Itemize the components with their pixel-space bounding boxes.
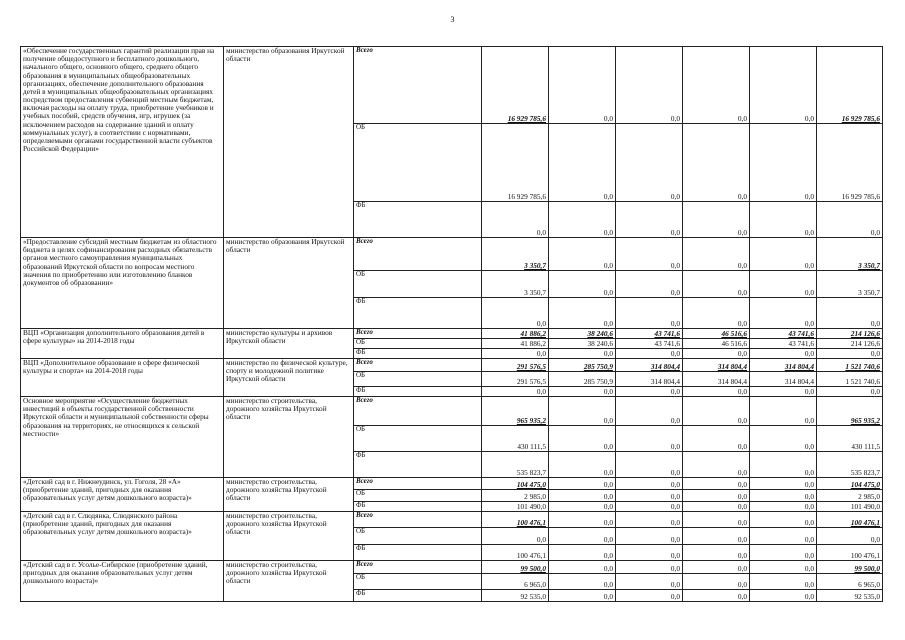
amount-cell: 0,0 [683, 47, 750, 124]
table-row [21, 478, 883, 490]
amount-cell: 43 741,6 [750, 339, 817, 349]
amount-cell: 0,0 [549, 202, 616, 238]
amount-cell: 0,0 [482, 387, 549, 397]
table-row [21, 329, 883, 339]
amount-cell: 0,0 [683, 512, 750, 528]
amount-cell: 0,0 [683, 426, 750, 452]
funding-source: ОБ [354, 528, 482, 545]
amount-total-cell: 430 111,5 [817, 426, 883, 452]
amount-cell: 0,0 [683, 238, 750, 271]
amount-cell: 0,0 [750, 528, 817, 545]
amount-cell: 285 750,9 [549, 372, 616, 387]
amount-total-cell: 535 823,7 [817, 452, 883, 478]
responsible-executor: министерство строительства, дорожного хозяйства Иркутской области [224, 397, 354, 478]
amount-cell: 0,0 [616, 490, 683, 502]
amount-total-cell: 6 965,0 [817, 574, 883, 590]
amount-cell: 0,0 [750, 574, 817, 590]
amount-cell: 0,0 [750, 397, 817, 426]
amount-cell: 0,0 [750, 298, 817, 329]
amount-cell: 0,0 [750, 349, 817, 359]
amount-cell: 46 516,6 [683, 339, 750, 349]
amount-cell: 0,0 [616, 47, 683, 124]
funding-source: ФБ [354, 452, 482, 478]
funding-source: Всего [354, 561, 482, 574]
amount-cell: 0,0 [549, 512, 616, 528]
funding-source: ОБ [354, 426, 482, 452]
amount-cell: 0,0 [549, 574, 616, 590]
amount-cell: 0,0 [616, 502, 683, 512]
amount-cell: 0,0 [549, 502, 616, 512]
responsible-executor: министерство образования Иркутской области [224, 47, 354, 238]
amount-cell: 0,0 [549, 397, 616, 426]
amount-cell: 0,0 [683, 452, 750, 478]
amount-total-cell: 1 521 740,6 [817, 359, 883, 372]
measure-description: «Предоставление субсидий местным бюджетам из областного бюджета в целях софинансирования расходных обязательств органов местного самоуправления муниципальных образований Иркутской области по вопросам местного значения по приобретению или изготовлению бланков документов об образовании» [21, 238, 224, 329]
responsible-executor: министерство образования Иркутской области [224, 238, 354, 329]
funding-source: Всего [354, 512, 482, 528]
table-row [21, 512, 883, 528]
amount-cell: 0,0 [616, 512, 683, 528]
amount-cell: 0,0 [482, 298, 549, 329]
amount-cell: 0,0 [750, 512, 817, 528]
table-row [21, 561, 883, 574]
amount-cell: 0,0 [549, 528, 616, 545]
amount-total-cell: 16 929 785,6 [817, 124, 883, 202]
funding-source: Всего [354, 329, 482, 339]
measure-description: «Детский сад в г. Усолье-Сибирское (приобретение зданий, пригодных для оказания образовательных услуг детям дошкольного возраста)» [21, 561, 224, 602]
amount-cell: 43 741,6 [616, 329, 683, 339]
amount-cell: 0,0 [482, 202, 549, 238]
amount-cell: 0,0 [549, 124, 616, 202]
amount-cell: 314 804,4 [750, 359, 817, 372]
amount-cell: 0,0 [683, 574, 750, 590]
funding-source: Всего [354, 478, 482, 490]
amount-cell: 0,0 [616, 238, 683, 271]
funding-source: ОБ [354, 124, 482, 202]
amount-total-cell: 2 985,0 [817, 490, 883, 502]
amount-cell: 0,0 [616, 387, 683, 397]
amount-cell: 0,0 [549, 478, 616, 490]
amount-cell: 0,0 [549, 47, 616, 124]
amount-cell: 0,0 [750, 271, 817, 298]
funding-source: ФБ [354, 349, 482, 359]
amount-cell: 0,0 [482, 349, 549, 359]
amount-cell: 314 804,4 [616, 359, 683, 372]
amount-cell: 0,0 [616, 561, 683, 574]
amount-cell: 0,0 [683, 349, 750, 359]
amount-cell: 16 929 785,6 [482, 124, 549, 202]
amount-cell: 0,0 [616, 124, 683, 202]
amount-total-cell: 0,0 [817, 202, 883, 238]
table-row [21, 397, 883, 426]
page-number: 3 [450, 15, 455, 24]
responsible-executor: министерство строительства, дорожного хозяйства Иркутской области [224, 478, 354, 512]
funding-source: Всего [354, 47, 482, 124]
amount-cell: 0,0 [750, 502, 817, 512]
amount-cell: 0,0 [750, 561, 817, 574]
funding-source: ФБ [354, 590, 482, 602]
amount-cell: 0,0 [616, 452, 683, 478]
amount-cell: 3 350,7 [482, 238, 549, 271]
amount-cell: 314 804,4 [683, 372, 750, 387]
amount-cell: 0,0 [616, 528, 683, 545]
amount-total-cell: 100 476,1 [817, 545, 883, 561]
amount-total-cell: 0,0 [817, 528, 883, 545]
amount-cell: 965 935,2 [482, 397, 549, 426]
amount-cell: 0,0 [616, 478, 683, 490]
amount-cell: 0,0 [616, 590, 683, 602]
amount-cell: 38 240,6 [549, 329, 616, 339]
amount-cell: 0,0 [549, 490, 616, 502]
amount-cell: 38 240,6 [549, 339, 616, 349]
amount-cell: 314 804,4 [750, 372, 817, 387]
measure-description: «Обеспечение государственных гарантий реализации прав на получение общедоступного и бесплатного дошкольного, начального общего, основного общего, среднего общего образования в муниципальных общеобразовательных организациях, обеспечение дополнительного образования детей в муниципальных общеобразовательных организациях посредством предоставления субвенций местным бюджетам, включая расходы на оплату труда, приобретение учебников и учебных пособий, средств обучения, игр, игрушек (за исключением расходов на содержание зданий и оплату коммунальных услуг), в соответствии с нормативами, определяемыми органами государственной власти субъектов Российской Федерации» [21, 47, 224, 238]
funding-source: ОБ [354, 490, 482, 502]
amount-cell: 0,0 [683, 528, 750, 545]
amount-cell: 0,0 [750, 124, 817, 202]
amount-cell: 0,0 [549, 561, 616, 574]
amount-cell: 0,0 [750, 590, 817, 602]
amount-cell: 0,0 [683, 545, 750, 561]
funding-source: ОБ [354, 339, 482, 349]
amount-cell: 104 475,0 [482, 478, 549, 490]
funding-source: Всего [354, 359, 482, 372]
amount-cell: 0,0 [683, 590, 750, 602]
amount-cell: 43 741,6 [750, 329, 817, 339]
amount-cell: 0,0 [750, 426, 817, 452]
amount-cell: 0,0 [549, 271, 616, 298]
amount-cell: 0,0 [549, 452, 616, 478]
amount-cell: 3 350,7 [482, 271, 549, 298]
table-row [21, 238, 883, 271]
amount-total-cell: 214 126,6 [817, 329, 883, 339]
amount-total-cell: 0,0 [817, 298, 883, 329]
amount-cell: 0,0 [549, 545, 616, 561]
amount-cell: 0,0 [683, 397, 750, 426]
funding-source: ОБ [354, 271, 482, 298]
amount-total-cell: 965 935,2 [817, 397, 883, 426]
amount-cell: 0,0 [549, 238, 616, 271]
amount-cell: 0,0 [616, 574, 683, 590]
amount-cell: 0,0 [616, 545, 683, 561]
amount-total-cell: 16 929 785,6 [817, 47, 883, 124]
amount-cell: 0,0 [482, 528, 549, 545]
amount-cell: 0,0 [683, 490, 750, 502]
amount-cell: 99 500,0 [482, 561, 549, 574]
amount-cell: 535 823,7 [482, 452, 549, 478]
table-row [21, 359, 883, 372]
funding-source: Всего [354, 238, 482, 271]
amount-cell: 0,0 [549, 590, 616, 602]
amount-cell: 314 804,4 [683, 359, 750, 372]
amount-cell: 0,0 [750, 478, 817, 490]
amount-cell: 16 929 785,6 [482, 47, 549, 124]
amount-cell: 92 535,0 [482, 590, 549, 602]
amount-cell: 0,0 [616, 397, 683, 426]
amount-total-cell: 3 350,7 [817, 238, 883, 271]
amount-cell: 100 476,1 [482, 512, 549, 528]
amount-cell: 2 985,0 [482, 490, 549, 502]
funding-source: Всего [354, 397, 482, 426]
amount-total-cell: 3 350,7 [817, 271, 883, 298]
amount-cell: 6 965,0 [482, 574, 549, 590]
amount-total-cell: 101 490,0 [817, 502, 883, 512]
amount-total-cell: 92 535,0 [817, 590, 883, 602]
amount-total-cell: 100 476,1 [817, 512, 883, 528]
amount-cell: 291 576,5 [482, 372, 549, 387]
amount-cell: 0,0 [750, 202, 817, 238]
amount-total-cell: 1 521 740,6 [817, 372, 883, 387]
amount-cell: 0,0 [616, 349, 683, 359]
amount-cell: 0,0 [683, 561, 750, 574]
amount-cell: 0,0 [750, 490, 817, 502]
responsible-executor: министерство строительства, дорожного хозяйства Иркутской области [224, 512, 354, 561]
funding-source: ФБ [354, 298, 482, 329]
amount-cell: 0,0 [750, 452, 817, 478]
amount-cell: 0,0 [549, 387, 616, 397]
funding-source: ФБ [354, 545, 482, 561]
measure-description: «Детский сад в г. Слюдянка, Слюдянского района (приобретение зданий, пригодных для оказания образовательных услуг детям дошкольного возраста)» [21, 512, 224, 561]
amount-cell: 0,0 [683, 387, 750, 397]
amount-total-cell: 104 475,0 [817, 478, 883, 490]
amount-cell: 314 804,4 [616, 372, 683, 387]
amount-cell: 0,0 [549, 298, 616, 329]
amount-cell: 0,0 [616, 271, 683, 298]
amount-total-cell: 0,0 [817, 349, 883, 359]
amount-cell: 0,0 [616, 298, 683, 329]
amount-cell: 0,0 [683, 124, 750, 202]
amount-cell: 101 490,0 [482, 502, 549, 512]
amount-cell: 46 516,6 [683, 329, 750, 339]
amount-cell: 0,0 [683, 478, 750, 490]
measure-description: ВЦП «Дополнительное образование в сфере физической культуры и спорта» на 2014-2018 годы [21, 359, 224, 397]
amount-cell: 0,0 [750, 238, 817, 271]
responsible-executor: министерство строительства, дорожного хозяйства Иркутской области [224, 561, 354, 602]
amount-cell: 285 750,9 [549, 359, 616, 372]
amount-cell: 43 741,6 [616, 339, 683, 349]
funding-source: ОБ [354, 574, 482, 590]
responsible-executor: министерство по физической культуре, спорту и молодежной политике Иркутской области [224, 359, 354, 397]
funding-source: ФБ [354, 502, 482, 512]
amount-cell: 0,0 [683, 502, 750, 512]
amount-cell: 430 111,5 [482, 426, 549, 452]
amount-cell: 0,0 [750, 387, 817, 397]
responsible-executor: министерство культуры и архивов Иркутской области [224, 329, 354, 359]
amount-cell: 0,0 [683, 271, 750, 298]
amount-cell: 0,0 [750, 47, 817, 124]
amount-cell: 41 886,2 [482, 329, 549, 339]
amount-total-cell: 214 126,6 [817, 339, 883, 349]
amount-cell: 0,0 [616, 426, 683, 452]
amount-total-cell: 99 500,0 [817, 561, 883, 574]
amount-cell: 100 476,1 [482, 545, 549, 561]
amount-cell: 0,0 [549, 426, 616, 452]
funding-source: ФБ [354, 202, 482, 238]
funding-source: ФБ [354, 387, 482, 397]
budget-table [20, 46, 883, 602]
amount-cell: 0,0 [549, 349, 616, 359]
measure-description: ВЦП «Организация дополнительного образования детей в сфере культуры» на 2014-2018 годы [21, 329, 224, 359]
measure-description: «Детский сад в г. Нижнеудинск, ул. Гоголя, 28 «А» (приобретение зданий, пригодных для оказания образовательных услуг детям дошкольного возраста)» [21, 478, 224, 512]
amount-cell: 41 886,2 [482, 339, 549, 349]
table-row [21, 47, 883, 124]
measure-description: Основное мероприятие «Осуществление бюджетных инвестиций в объекты государственной собственности Иркутской области и муниципальной собственности сферы образования на территориях, не относящихся к сельской местности» [21, 397, 224, 478]
amount-cell: 0,0 [683, 202, 750, 238]
amount-total-cell: 0,0 [817, 387, 883, 397]
amount-cell: 0,0 [616, 202, 683, 238]
amount-cell: 291 576,5 [482, 359, 549, 372]
amount-cell: 0,0 [750, 545, 817, 561]
funding-source: ОБ [354, 372, 482, 387]
amount-cell: 0,0 [683, 298, 750, 329]
